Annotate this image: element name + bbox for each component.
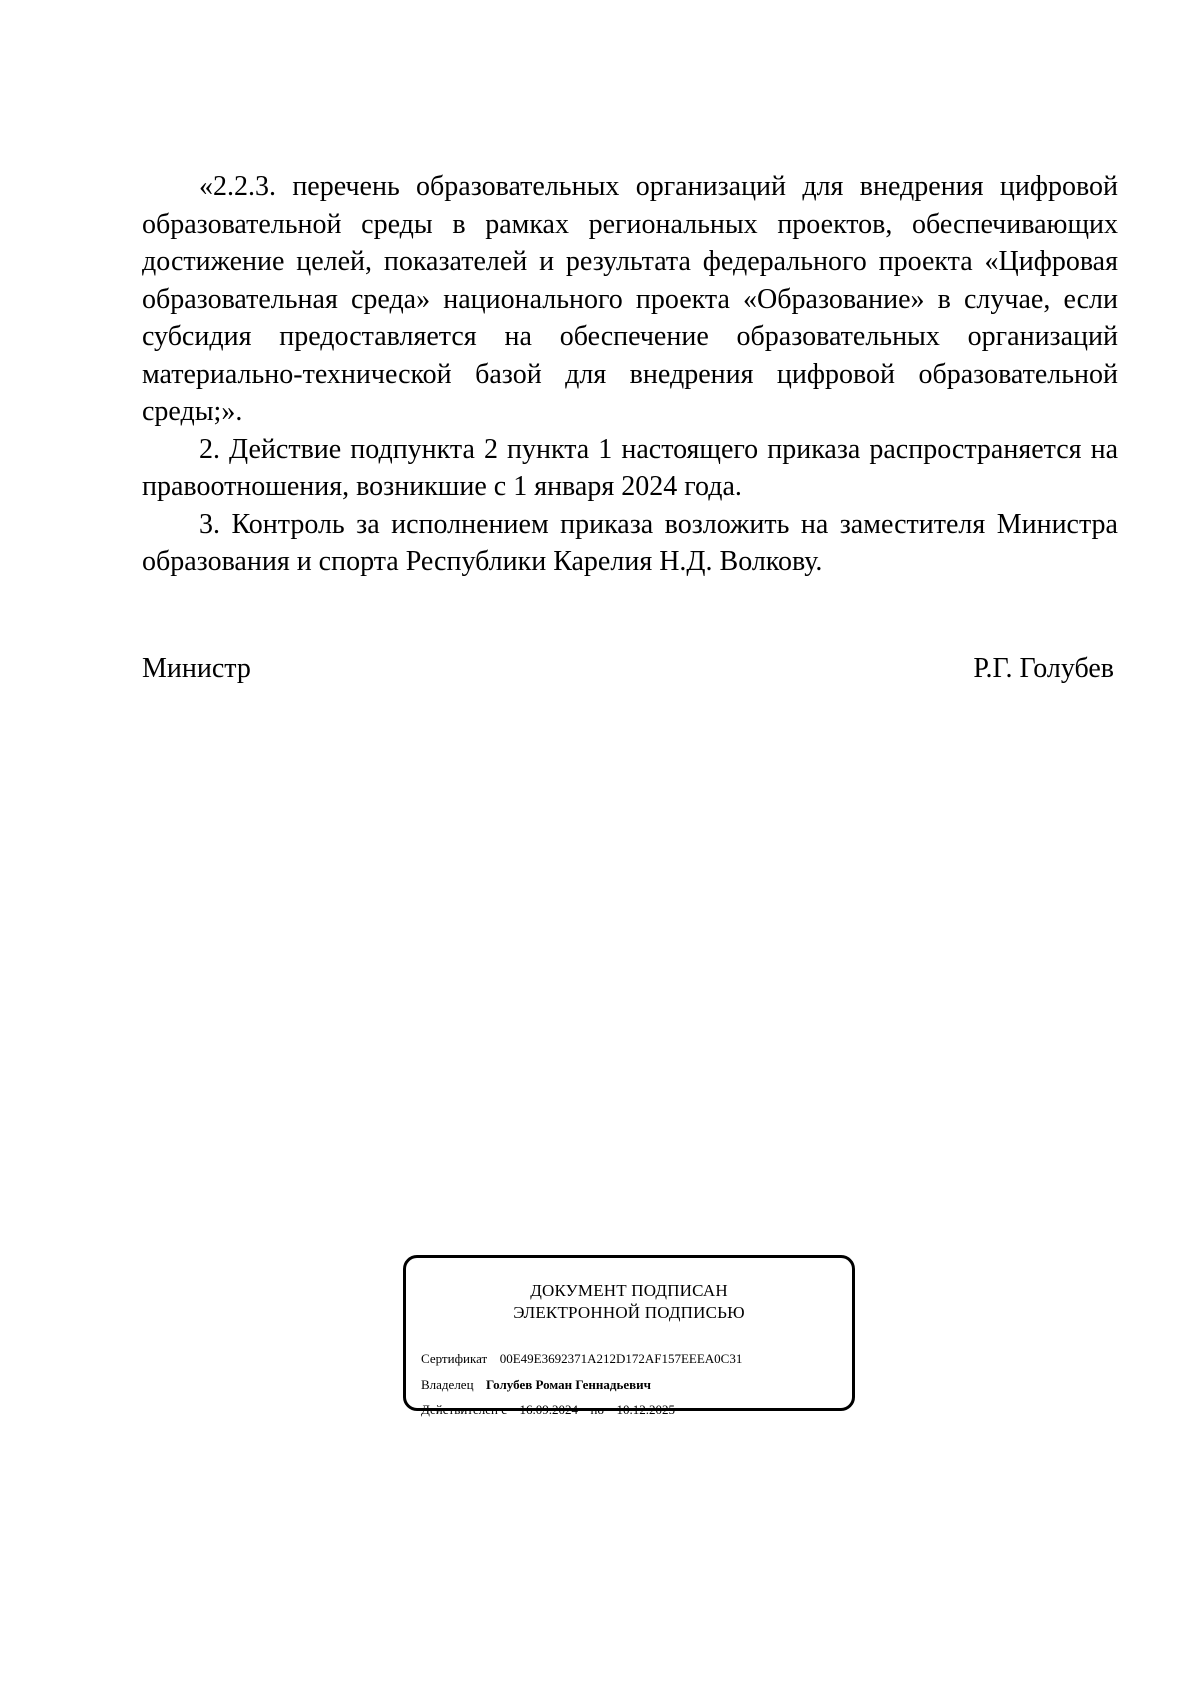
stamp-title-line2: ЭЛЕКТРОННОЙ ПОДПИСЬЮ — [513, 1303, 745, 1322]
valid-to-date: 10.12.2025 — [616, 1402, 675, 1417]
paragraph-clause-2-2-3: «2.2.3. перечень образовательных организаций для внедрения цифровой образовательной среды в рамках региональных проектов, обеспечивающих достижение целей, показателей и результата федерального проекта «Цифровая образовательная среда» национального проекта «Образование» в случае, если субсидия предоставляется на обеспечение образовательных организаций материально-технической базой для внедрения цифровой образовательной среды;». — [142, 171, 1118, 427]
stamp-title-line1: ДОКУМЕНТ ПОДПИСАН — [530, 1281, 728, 1300]
valid-to-label: по — [590, 1402, 604, 1417]
paragraph-item-2: 2. Действие подпункта 2 пункта 1 настоящего приказа распространяется на правоотношения, возникшие с 1 января 2024 года. — [142, 433, 1118, 502]
stamp-certificate-row — [421, 1350, 742, 1368]
owner-name: Голубев Роман Геннадьевич — [486, 1377, 651, 1392]
certificate-number: 00E49E3692371A212D172AF157EEEA0C31 — [499, 1351, 743, 1366]
signatory-name: Р.Г. Голубев — [973, 653, 1114, 684]
stamp-validity-row — [421, 1401, 675, 1419]
paragraph-item-3: 3. Контроль за исполнением приказа возложить на заместителя Министра образования и спорта Республики Карелия Н.Д. Волкову. — [142, 508, 1118, 577]
owner-label: Владелец — [421, 1377, 474, 1392]
valid-from-label: Действителен с — [421, 1402, 507, 1417]
valid-from-date: 16.09.2024 — [519, 1402, 578, 1417]
document-body — [142, 168, 1118, 581]
signatory-position: Министр — [142, 653, 251, 684]
electronic-signature-stamp — [403, 1255, 855, 1417]
certificate-label: Сертификат — [421, 1351, 488, 1366]
stamp-title — [406, 1280, 852, 1324]
stamp-owner-row — [421, 1376, 651, 1394]
